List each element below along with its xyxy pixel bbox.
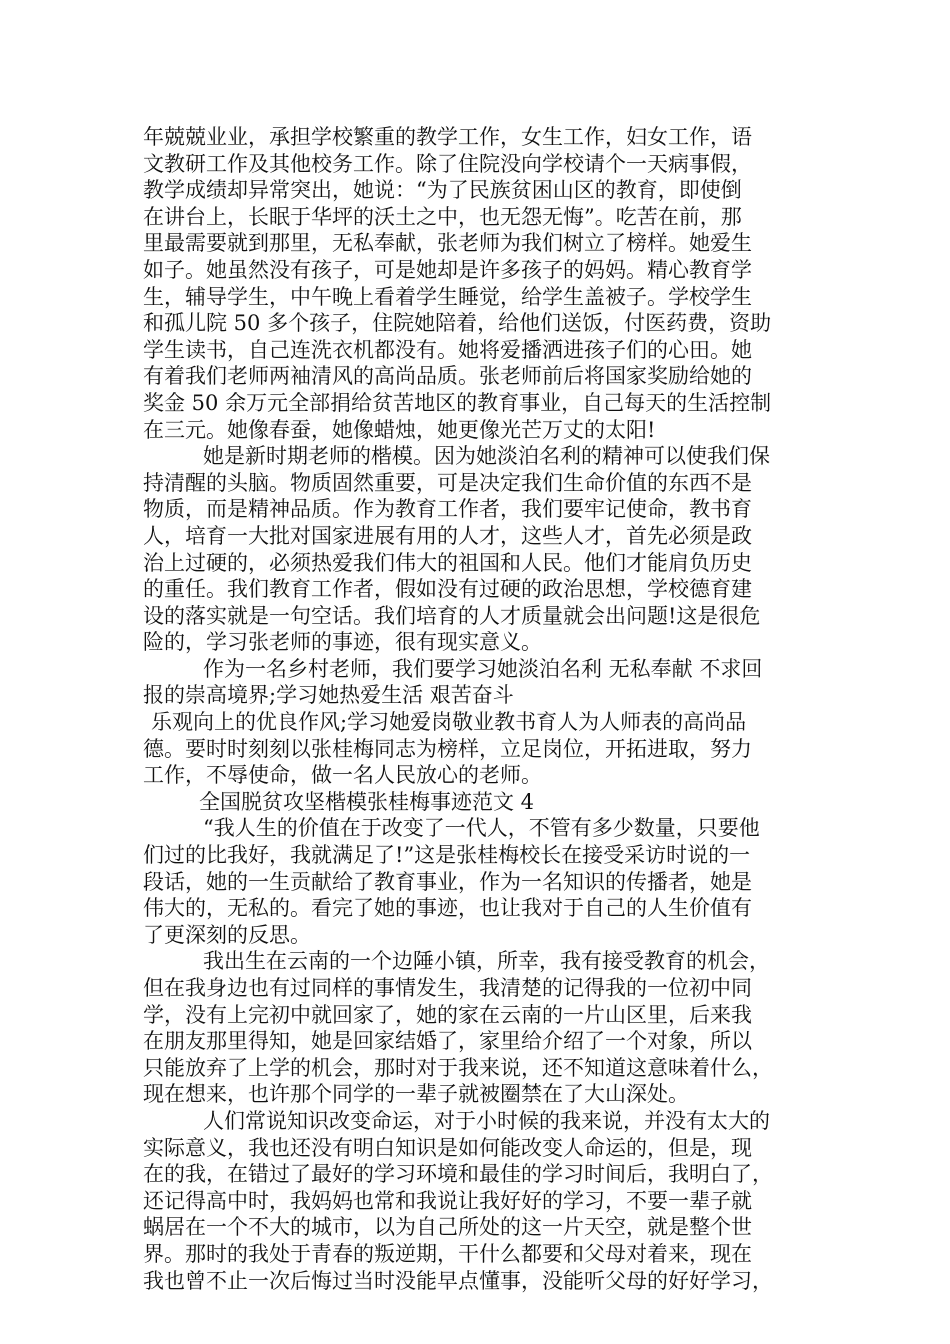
text-line: 在的我，在错过了最好的学习环境和最佳的学习时间后，我明白了， — [143, 1162, 773, 1187]
text-line: 作为一名乡村老师，我们要学习她淡泊名利 无私奉献 不求回 — [203, 656, 763, 681]
text-line: 学生读书，自己连洗衣机都没有。她将爱播洒进孩子们的心田。她 — [143, 337, 752, 362]
text-line: 学，没有上完初中就回家了，她的家在云南的一片山区里，后来我 — [143, 1002, 752, 1027]
text-line: 年兢兢业业，承担学校繁重的教学工作，女生工作，妇女工作，语 — [143, 125, 752, 149]
text-line: 教学成绩却异常突出，她说：“为了民族贫困山区的教育，即使倒 — [143, 178, 742, 203]
text-line: 文教研工作及其他校务工作。除了住院没向学校请个一天病事假， — [143, 151, 752, 176]
text-line: 在讲台上，长眠于华坪的沃土之中，也无怨无悔”。吃苦在前，那 — [143, 204, 742, 229]
text-line: 伟大的，无私的。看完了她的事迹，也让我对于自己的人生价值有 — [143, 896, 752, 921]
text-line: 治上过硬的，必须热爱我们伟大的祖国和人民。他们才能肩负历史 — [143, 550, 752, 575]
text-line: 只能放弃了上学的机会，那时对于我来说，还不知道这意味着什么， — [143, 1055, 773, 1080]
text-line: 的重任。我们教育工作者，假如没有过硬的政治思想，学校德育建 — [143, 577, 752, 602]
text-line: 段话，她的一生贡献给了教育事业，作为一名知识的传播者，她是 — [143, 869, 752, 894]
text-line: 设的落实就是一句空话。我们培育的人才质量就会出问题!这是很危 — [143, 603, 761, 628]
text-line: 和孤儿院 50 多个孩子，住院她陪着，给他们送饭，付医药费，资助 — [143, 311, 772, 336]
text-line: 人，培育一大批对国家进展有用的人才，这些人才，首先必须是政 — [143, 523, 752, 548]
text-line: 如子。她虽然没有孩子，可是她却是许多孩子的妈妈。精心教育学 — [143, 257, 752, 282]
text-line: 还记得高中时，我妈妈也常和我说让我好好的学习，不要一辈子就 — [143, 1188, 752, 1213]
text-line: 我也曾不止一次后悔过当时没能早点懂事，没能听父母的好好学习， — [143, 1268, 773, 1293]
document-body — [143, 124, 813, 1294]
text-line: 在朋友那里得知，她是回家结婚了，家里给介绍了一个对象，所以 — [143, 1029, 752, 1054]
text-line: 险的，学习张老师的事迹，很有现实意义。 — [143, 630, 542, 655]
text-line: 有着我们老师两袖清风的高尚品质。张老师前后将国家奖励给她的 — [143, 364, 752, 389]
text-line: 们过的比我好，我就满足了!”这是张桂梅校长在接受采访时说的一 — [143, 843, 751, 868]
text-line: 持清醒的头脑。物质固然重要，可是决定我们生命价值的东西不是 — [143, 470, 752, 495]
text-line: “我人生的价值在于改变了一代人，不管有多少数量，只要他 — [203, 816, 760, 841]
text-line: 乐观向上的优良作风;学习她爱岗敬业教书育人为人师表的高尚品 — [151, 710, 747, 735]
text-line: 界。那时的我处于青春的叛逆期，干什么都要和父母对着来，现在 — [143, 1241, 752, 1266]
text-line: 但在我身边也有过同样的事情发生，我清楚的记得我的一位初中同 — [143, 976, 752, 1000]
text-line: 在三元。她像春蚕，她像蜡烛，她更像光芒万丈的太阳! — [143, 417, 656, 442]
text-line: 工作，不辱使命，做一名人民放心的老师。 — [143, 763, 542, 788]
text-line: 她是新时期老师的楷模。因为她淡泊名利的精神可以使我们保 — [203, 444, 770, 469]
text-line: 报的崇高境界;学习她热爱生活 艰苦奋斗 — [143, 683, 514, 708]
text-line: 全国脱贫攻坚楷模张桂梅事迹范文 4 — [199, 789, 535, 814]
text-line: 了更深刻的反思。 — [143, 922, 311, 947]
text-line: 实际意义，我也还没有明白知识是如何能改变人命运的，但是，现 — [143, 1135, 752, 1160]
text-line: 德。要时时刻刻以张桂梅同志为榜样，立足岗位，开拓进取，努力 — [143, 736, 752, 761]
text-line: 蜗居在一个不大的城市，以为自己所处的这一片天空，就是整个世 — [143, 1215, 752, 1240]
text-line: 现在想来，也许那个同学的一辈子就被圈禁在了大山深处。 — [143, 1082, 689, 1107]
text-line: 我出生在云南的一个边陲小镇，所幸，我有接受教育的机会， — [203, 949, 770, 974]
text-line: 奖金 50 余万元全部捐给贫苦地区的教育事业，自己每天的生活控制 — [143, 390, 772, 415]
text-line: 生，辅导学生，中午晚上看着学生睡觉，给学生盖被子。学校学生 — [143, 284, 752, 309]
text-line: 人们常说知识改变命运，对于小时候的我来说，并没有太大的 — [203, 1108, 770, 1133]
text-line: 里最需要就到那里，无私奉献，张老师为我们树立了榜样。她爱生 — [143, 231, 752, 256]
text-line: 物质，而是精神品质。作为教育工作者，我们要牢记使命，教书育 — [143, 497, 752, 522]
